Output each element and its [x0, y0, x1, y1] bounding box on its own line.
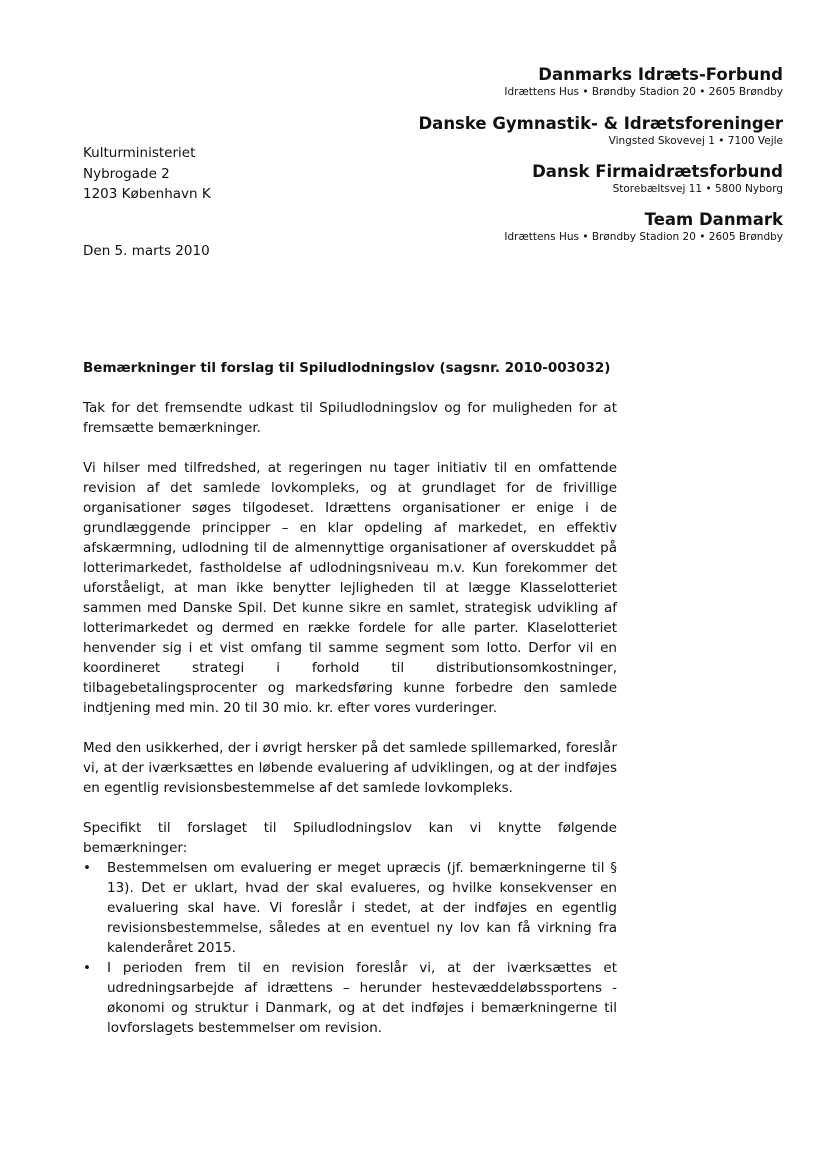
letterhead-org-3 [532, 162, 783, 196]
paragraph: Tak for det fremsendte udkast til Spiludlodningslov og for muligheden for at fremsætte bemærkninger. [83, 400, 617, 436]
org-name: Dansk Firmaidrætsforbund [532, 162, 783, 181]
org-address: Storebæltsvej 11 • 5800 Nyborg [612, 183, 783, 195]
recipient-line: 1203 København K [83, 186, 211, 202]
recipient-line: Nybrogade 2 [83, 165, 170, 182]
list-intro: Specifikt til forslaget til Spiludlodningslov kan vi knytte følgende bemærkninger: [83, 820, 617, 856]
letterhead-org-4 [504, 210, 783, 244]
list-item-text: I perioden frem til en revision foreslår vi, at der iværksættes et udredningsarbejde af idrættens – herunder hestevæddeløbssportens - økonomi og struktur i Danmark, og at det indføjes i bemærkningerne til lovforslagets bestemmelser om revision. [107, 960, 617, 1036]
letterhead-org-1 [504, 65, 783, 99]
letterhead-org-2 [418, 114, 783, 148]
letter-date: Den 5. marts 2010 [83, 243, 210, 259]
remarks-list [83, 858, 617, 1038]
org-address: Idrættens Hus • Brøndby Stadion 20 • 2605 Brøndby [504, 86, 783, 98]
recipient-address [83, 143, 211, 205]
list-item-text: Bestemmelsen om evaluering er meget upræcis (jf. bemærkningerne til § 13). Det er uklart, hvad der skal evalueres, og hvilke konsekvenser en evaluering skal have. Vi foreslår i stedet, at der indføjes en egentlig revisionsbestemmelse, således at en eventuel ny lov kan få virkning fra kalenderåret 2015. [107, 860, 617, 956]
org-address: Vingsted Skovevej 1 • 7100 Vejle [608, 135, 783, 147]
org-address: Idrættens Hus • Brøndby Stadion 20 • 2605 Brøndby [504, 231, 783, 243]
paragraph: Vi hilser med tilfredshed, at regeringen nu tager initiativ til en omfattende revision af det samlede lovkompleks, og at grundlaget for de frivillige organisationer søges tilgodeset. Idrættens organisationer er enige i de grundlæggende principper – en klar opdeling af markedet, en effektiv afskærmning, udlodning til de almennyttige organisationer af overskuddet på lotterimarkedet, fastholdelse af udlodningsniveau m.v. Kun forekommer det uforståeligt, at man ikke benytter lejligheden til at lægge Klasselotteriet sammen med Danske Spil. Det kunne sikre en samlet, strategisk udvikling af lotterimarkedet og dermed en række fordele for alle parter. Klaselotteriet henvender sig i et vist omfang til samme segment som lotto. Derfor vil en koordineret strategi i forhold til distributionsomkostninger, tilbagebetalingsprocenter og markedsføring kunne forbedre den samlede indtjening med min. 20 til 30 mio. kr. efter vores vurderinger. [83, 460, 617, 716]
org-name: Danske Gymnastik- & Idrætsforeninger [418, 114, 783, 133]
letter-title: Bemærkninger til forslag til Spiludlodningslov (sagsnr. 2010-003032) [83, 360, 611, 376]
bullet-icon: • [83, 860, 91, 876]
org-name: Team Danmark [644, 210, 783, 229]
org-name: Danmarks Idræts-Forbund [538, 65, 783, 84]
bullet-icon: • [83, 960, 91, 976]
recipient-line: Kulturministeriet [83, 145, 196, 161]
letter-body [83, 358, 617, 1038]
paragraph: Med den usikkerhed, der i øvrigt hersker på det samlede spillemarked, foreslår vi, at der iværksættes en løbende evaluering af udviklingen, og at der indføjes en egentlig revisionsbestemmelse af det samlede lovkompleks. [83, 740, 617, 796]
list-item [83, 858, 617, 958]
list-item [83, 958, 617, 1038]
